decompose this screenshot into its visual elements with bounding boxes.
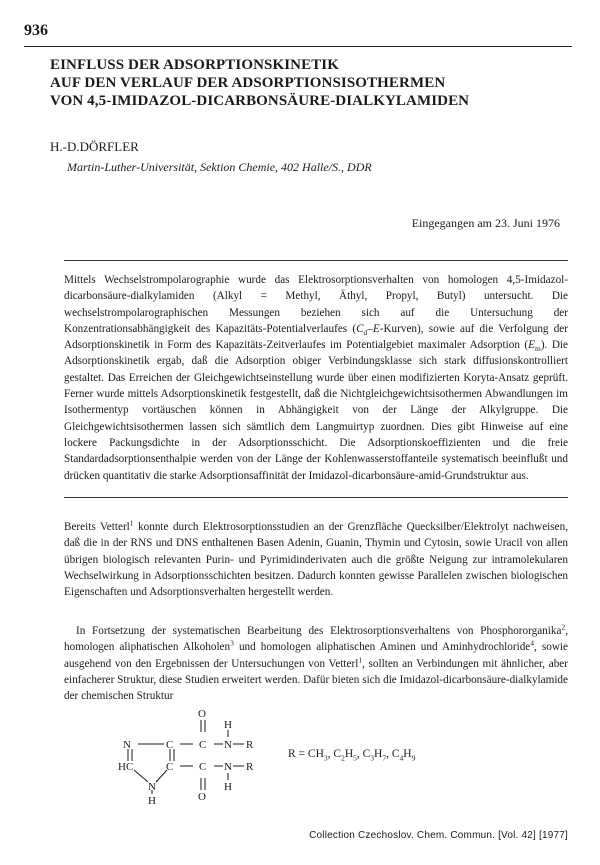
hc-ring: HC: [118, 761, 134, 773]
carbon-1: C: [166, 739, 174, 751]
hydrogen-ring: H: [148, 795, 156, 806]
title-line-3: VON 4,5-IMIDAZOL-DICARBONSÄURE-DIALKYLAMIDEN: [50, 93, 470, 109]
symbol-c: C: [356, 322, 364, 335]
oxygen-bottom: O: [198, 791, 206, 803]
reference-4: 4: [530, 638, 535, 648]
hydrogen-top: H: [224, 719, 232, 731]
r-group-definition: $R = CH_3$, $C_2H_5$, $C_3H_7$, $C_4H_9$: [288, 748, 416, 763]
title-line-2: AUF DEN VERLAUF DER ADSORPTIONSISOTHERMEN: [50, 75, 446, 91]
reference-3: 3: [230, 638, 234, 648]
header-rule: [24, 46, 572, 47]
page-number: 936: [24, 22, 48, 39]
paragraph-2: In Fortsetzung der systematischen Bearbeitung des Elektrosorptionsverhaltens von Phosphororganika$^2$, homologen aliphatischen Alkoholen$^3$ und homologen aliphatischen Aminen und Aminhydrochloride$^4$, sowie ausgehend von den Ergebnissen der Untersuchungen von Vetterl$^1$, sollten an Verbindungen mit ähnlicher, aber einfacherer Struktur, diese Studien erweitert werden. Dafür bieten sich die Imidazol-dicarbonsäure-dialkylamide der chemischen Struktur: [64, 622, 568, 703]
title-line-1: EINFLUSS DER ADSORPTIONSKINETIK: [50, 57, 340, 73]
author: H.-D.DÖRFLER: [50, 139, 139, 154]
oxygen-top: O: [198, 708, 206, 720]
paragraph-1: Bereits Vetterl$^1$ konnte durch Elektrosorptionsstudien an der Grenzfläche Quecksilber/Elektrolyt nachweisen, daß die in der RNS und DNS enthaltenen Basen Adenin, Guanin, Thymin und Cytosin, sowie Uracil von allen übrigen biologisch relevanten Purin- und Pyrimidinderivaten auch die größte Neigung zur intramolekularen Wechselwirkung in Adsorptionsschichten besitzen. Dadurch konnten gewisse Parallelen zwischen biologischen Eigenschaften und Adsorptionsverhalten hergestellt werden.: [64, 518, 568, 599]
abstract-top-rule: [64, 260, 568, 261]
chemical-structure: [112, 706, 272, 806]
abstract-bottom-rule: [64, 497, 568, 498]
nitrogen-ring-left: N: [123, 739, 131, 751]
hydrogen-bottom: H: [224, 781, 232, 793]
affiliation: Martin-Luther-Universität, Sektion Chemie, 402 Halle/S., DDR: [67, 160, 372, 174]
r-group-bottom: R: [246, 761, 254, 773]
article-title: [50, 56, 570, 110]
r-group-top: R: [246, 739, 254, 751]
abstract: Mittels Wechselstrompolarographie wurde das Elektrosorptionsverhalten von homologen 4,5-Imidazol-dicarbonsäure-dialkylamiden (Alkyl = Methyl, Äthyl, Propyl, Butyl) untersucht. Die wechselstrompolarographischen Messungen beziehen sich auf die Untersuchung der Konzentrationsabhängigkeit des Kapazitäts-Potentialverlaufes $(C_d-E-Kurven)$, sowie auf die Verfolgung der Adsorptionskinetik in Form des Kapazitäts-Zeitverlaufes im Potentialgebiet maximaler Adsorption $(E_m)$. Die Adsorptionskinetik ergab, daß die Adsorption obiger Verbindungsklasse sich stark diffusionskontrolliert gestaltet. Das Erreichen der Gleichgewichtseinstellung wurde über einen modifizierten Koryta-Ansatz geprüft. Ferner wurde mittels Adsorptionskinetik festgestellt, daß die Nichtgleichgewichtsisothermen Abwandlungen im Isothermentyp vortäuschen können in Abhängigkeit von der Länge der Alkylgruppe. Die Gleichgewichtsisothermen lassen sich sämtlich dem Langmuirtyp zuordnen. Dies gibt Hinweise auf eine lockere Packungsdichte in der Adsorptionsschicht. Die Adsorptionskoeffizienten und die freie Standardadsorptionsenthalpie werden von der Länge der Kohlenwasserstoffanteile systematisch beeinflußt und drücken quantitativ die starke Adsorptionsaffinität der Imidazol-dicarbonsäure-amid-Grundstruktur aus.: [64, 274, 568, 482]
carbon-3: C: [166, 761, 174, 773]
carbon-4: C: [199, 761, 207, 773]
journal-footer: Collection Czechoslov. Chem. Commun. [Vol. 42] [1977]: [309, 830, 568, 841]
reference-1b: 1: [358, 654, 363, 664]
nitrogen-amide-top: N: [224, 739, 232, 751]
nitrogen-amide-bottom: N: [224, 761, 232, 773]
received-date: Eingegangen am 23. Juni 1976: [411, 216, 560, 230]
symbol-em: E: [528, 339, 535, 352]
carbon-2: C: [199, 739, 207, 751]
reference-2: 2: [561, 622, 566, 632]
reference-1: 1: [129, 518, 134, 528]
symbol-e: E: [372, 322, 380, 335]
nitrogen-ring-bottom: N: [148, 781, 156, 793]
